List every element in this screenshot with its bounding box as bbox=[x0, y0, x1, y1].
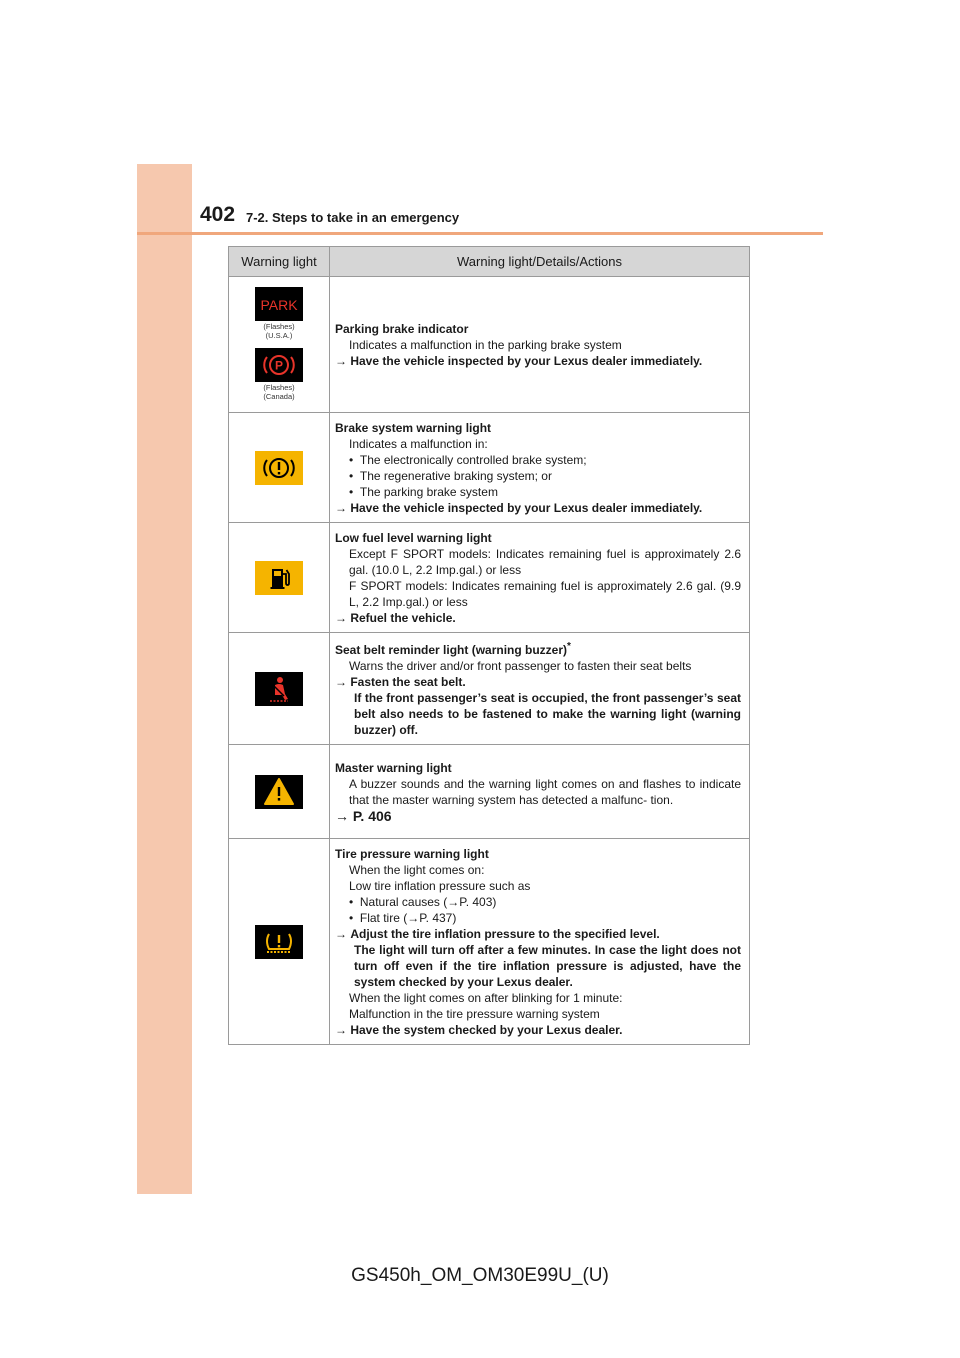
description-line: F SPORT models: Indicates remaining fuel is approximately 2.6 gal. (9.9 L, 2.2 Imp.gal.) or less bbox=[349, 578, 741, 609]
icon-caption: (Flashes) (U.S.A.) bbox=[263, 321, 295, 340]
icon-cell bbox=[229, 523, 330, 633]
column-header-warning-light: Warning light bbox=[229, 247, 330, 277]
bullet-item: • The regenerative braking system; or bbox=[349, 468, 552, 483]
description-line: Malfunction in the tire pressure warning system bbox=[349, 1006, 600, 1021]
fuel-pump-icon bbox=[255, 561, 303, 595]
brake-warning-icon bbox=[255, 451, 303, 485]
page-number: 402 bbox=[200, 203, 236, 226]
parking-brake-p-icon bbox=[255, 348, 303, 382]
action-line: → Fasten the seat belt. bbox=[335, 675, 466, 689]
park-lamp-icon bbox=[255, 287, 303, 321]
icon-caption: (Flashes) (Canada) bbox=[263, 382, 295, 401]
table-row-seat-belt bbox=[229, 633, 750, 745]
park-lamp-text: PARK bbox=[260, 296, 298, 313]
master-warning-icon bbox=[255, 775, 303, 809]
tire-pressure-icon bbox=[255, 925, 303, 959]
action-detail: The light will turn off after a few minutes. In case the light does not turn off even if the tire inflation pressure is adjusted, have the system checked by your Lexus dealer. bbox=[354, 942, 741, 989]
table-row-brake-system bbox=[229, 413, 750, 523]
bullet-item: • The electronically controlled brake system; bbox=[349, 452, 587, 467]
action-line: → Have the vehicle inspected by your Lexus dealer immediately. bbox=[335, 353, 703, 368]
light-title: Tire pressure warning light bbox=[335, 846, 489, 861]
details-cell bbox=[330, 277, 750, 413]
bullet-item: • Natural causes (→P. 403) bbox=[349, 894, 497, 909]
description-line: Indicates a malfunction in the parking brake system bbox=[349, 337, 622, 352]
table-row-tire-pressure bbox=[229, 839, 750, 1045]
side-tab-band bbox=[137, 164, 192, 1194]
description-line: Low tire inflation pressure such as bbox=[349, 878, 531, 893]
table-row-parking-brake bbox=[229, 277, 750, 413]
description-line: Except F SPORT models: Indicates remaining fuel is approximately 2.6 gal. (10.0 L, 2.2 Imp.gal.) or less bbox=[349, 546, 741, 577]
description-line: A buzzer sounds and the warning light comes on and flashes to indicate that the master warning system has detected a malfunc- tion. bbox=[349, 776, 741, 807]
table-row-low-fuel bbox=[229, 523, 750, 633]
icon-cell bbox=[229, 633, 330, 745]
icon-cell bbox=[229, 277, 330, 413]
bullet-item: • The parking brake system bbox=[349, 484, 498, 499]
description-line: Warns the driver and/or front passenger to fasten their seat belts bbox=[349, 659, 692, 673]
bullet-item: • Flat tire (→P. 437) bbox=[349, 910, 457, 925]
action-line: → Have the vehicle inspected by your Lexus dealer immediately. bbox=[335, 500, 703, 515]
table-header-row bbox=[229, 247, 750, 277]
warning-light-table bbox=[228, 246, 750, 1045]
icon-cell bbox=[229, 839, 330, 1045]
icon-cell bbox=[229, 745, 330, 839]
light-title: Parking brake indicator bbox=[335, 321, 469, 336]
light-title: Brake system warning light bbox=[335, 420, 492, 435]
details-cell bbox=[330, 633, 750, 745]
action-line: → Have the system checked by your Lexus dealer. bbox=[335, 1022, 623, 1037]
footer-manual-code: GS450h_OM_OM30E99U_(U) bbox=[351, 1265, 609, 1286]
details-cell bbox=[330, 839, 750, 1045]
action-detail: If the front passenger’s seat is occupied, the front passenger’s seat belt also needs to be fastened to make the warning light (warning buzzer) off. bbox=[354, 691, 741, 737]
light-title: Master warning light bbox=[335, 760, 452, 775]
page-header bbox=[200, 203, 822, 233]
description-line: When the light comes on after blinking for 1 minute: bbox=[349, 990, 623, 1005]
description-line: Indicates a malfunction in: bbox=[349, 436, 488, 451]
action-line: → Adjust the tire inflation pressure to the specified level. bbox=[335, 926, 660, 941]
light-title: Seat belt reminder light (warning buzzer)* bbox=[335, 641, 571, 657]
light-title: Low fuel level warning light bbox=[335, 530, 492, 545]
action-line: → Refuel the vehicle. bbox=[335, 610, 456, 625]
description-line: When the light comes on: bbox=[349, 862, 485, 877]
details-cell bbox=[330, 413, 750, 523]
seat-belt-icon bbox=[255, 672, 303, 706]
section-title: 7-2. Steps to take in an emergency bbox=[246, 210, 460, 225]
column-header-details: Warning light/Details/Actions bbox=[330, 247, 750, 277]
header-rule bbox=[137, 232, 823, 235]
details-cell bbox=[330, 745, 750, 839]
page-reference-link[interactable]: → P. 406 bbox=[335, 807, 392, 824]
svg-text:P: P bbox=[274, 358, 284, 372]
footnote-mark: * bbox=[567, 641, 571, 652]
icon-cell bbox=[229, 413, 330, 523]
table-row-master-warning bbox=[229, 745, 750, 839]
details-cell bbox=[330, 523, 750, 633]
